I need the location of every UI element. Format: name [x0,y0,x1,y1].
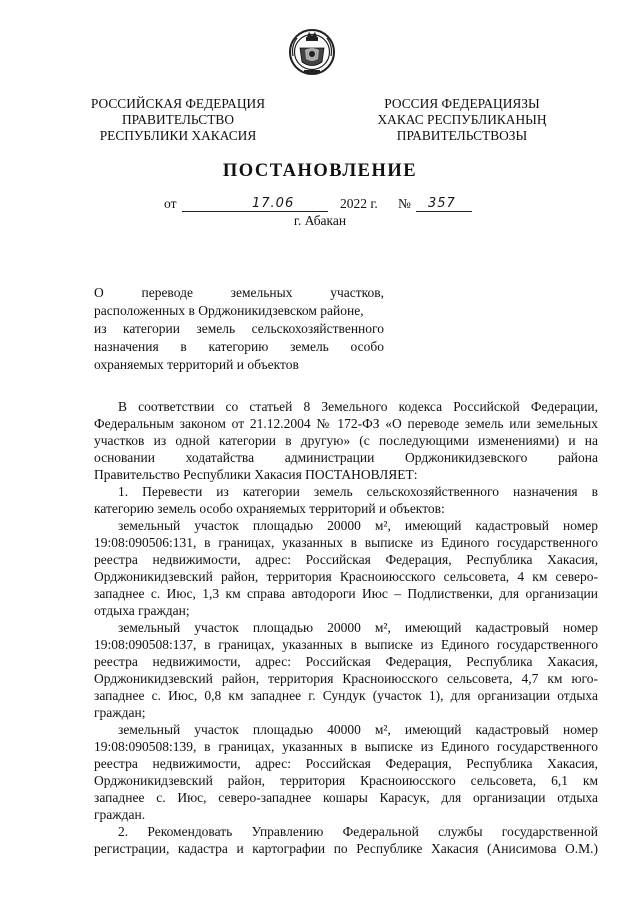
subject-block [94,284,384,374]
item-2-paragraph [94,823,598,857]
body-line: реестра недвижимости, адрес: Российская Федерация, Республика Хакасия, [94,552,598,567]
body-line: отдыха граждан; [94,603,190,618]
document-body [94,398,598,857]
body-line: реестра недвижимости, адрес: Российская Федерация, Республика Хакасия, [94,756,598,771]
date-year: 2022 г. [340,196,378,211]
body-line: 19:08:090506:131, в границах, указанных в выписке из Единого государственного [94,535,598,550]
intro-paragraph [94,398,598,483]
body-line: 19:08:090508:139, в границах, указанных в выписке из Единого государственного [94,739,598,754]
body-line: реестра недвижимости, адрес: Российская Федерация, Республика Хакасия, [94,654,598,669]
handwritten-date: 17.06 [252,196,295,211]
body-line: Орджоникидзевский район, территория Красноиюсского сельсовета, 4,7 км юго- [94,671,598,686]
header-khakas [362,96,562,144]
body-line: западнее с. Июс, 0,8 км западнее г. Сундук (участок 1), для организации отдыха [94,688,598,703]
coat-of-arms-emblem [287,26,337,76]
body-line: Орджоникидзевский район, территория Красноиюсского сельсовета, 4 км северо- [94,569,598,584]
handwritten-number: 357 [428,196,456,211]
body-line: В соответствии со статьей 8 Земельного кодекса Российской Федерации, [118,399,598,414]
date-prefix: от [164,196,177,211]
header-right-line-2: ХАКАС РЕСПУБЛИКАНЫҢ [377,112,547,127]
subject-line: охраняемых территорий и объектов [94,357,299,372]
header-russian [78,96,278,144]
subject-line: назначения в категорию земель особо [94,339,384,354]
plot-3-paragraph [94,721,598,823]
header-left-line-2: ПРАВИТЕЛЬСТВО [121,112,234,127]
subject-line: расположенных в Орджоникидзевском районе, [94,303,364,318]
header-right-line-3: ПРАВИТЕЛЬСТВОЗЫ [396,128,528,143]
body-line: Федеральным законом от 21.12.2004 № 172-ФЗ «О переводе земель или земельных [94,416,598,431]
body-line: граждан. [94,807,146,822]
body-line: земельный участок площадью 40000 м², имеющий кадастровый номер [118,722,598,737]
header-left-line-3: РЕСПУБЛИКИ ХАКАСИЯ [99,128,257,143]
body-line: западнее с. Июс, 1,3 км справа автодороги Июс – Подлиственки, для организации [94,586,598,601]
header-right-line-1: РОССИЯ ФЕДЕРАЦИЯЗЫ [384,96,540,111]
plot-1-paragraph [94,517,598,619]
body-line: 19:08:090508:137, в границах, указанных в выписке из Единого государственного [94,637,598,652]
body-line: земельный участок площадью 20000 м², имеющий кадастровый номер [118,518,598,533]
body-line: основании ходатайства администрации Орджоникидзевского района [94,450,598,465]
subject-line: О переводе земельных участков, [94,285,384,300]
city-name: г. Абакан [293,213,347,228]
plot-2-paragraph [94,619,598,721]
body-line: Правительство Республики Хакасия ПОСТАНОВЛЯЕТ: [94,467,418,482]
body-line: 2. Рекомендовать Управлению Федеральной службы государственной [118,824,598,839]
date-blank-line [182,211,328,212]
body-line: граждан; [94,705,146,720]
document-title: ПОСТАНОВЛЕНИЕ [222,161,418,181]
body-line: 1. Перевести из категории земель сельскохозяйственного назначения в [118,484,598,499]
body-line: западнее с. Июс, северо-западнее кошары Карасук, для организации отдыха [94,790,598,805]
body-line: категорию земель особо охраняемых территорий и объектов: [94,501,445,516]
number-blank-line [416,211,472,212]
number-sign: № [398,196,411,211]
body-line: земельный участок площадью 20000 м², имеющий кадастровый номер [118,620,598,635]
body-line: участков из одной категории в другую» (с последующими изменениями) и на [94,433,598,448]
body-line: регистрации, кадастра и картографии по Республике Хакасия (Анисимова О.М.) [94,841,598,856]
header-left-line-1: РОССИЙСКАЯ ФЕДЕРАЦИЯ [90,96,266,111]
item-1-paragraph [94,483,598,517]
subject-line: из категории земель сельскохозяйственного [94,321,384,336]
body-line: Орджоникидзевский район, территория Красноиюсского сельсовета, 6,1 км [94,773,598,788]
